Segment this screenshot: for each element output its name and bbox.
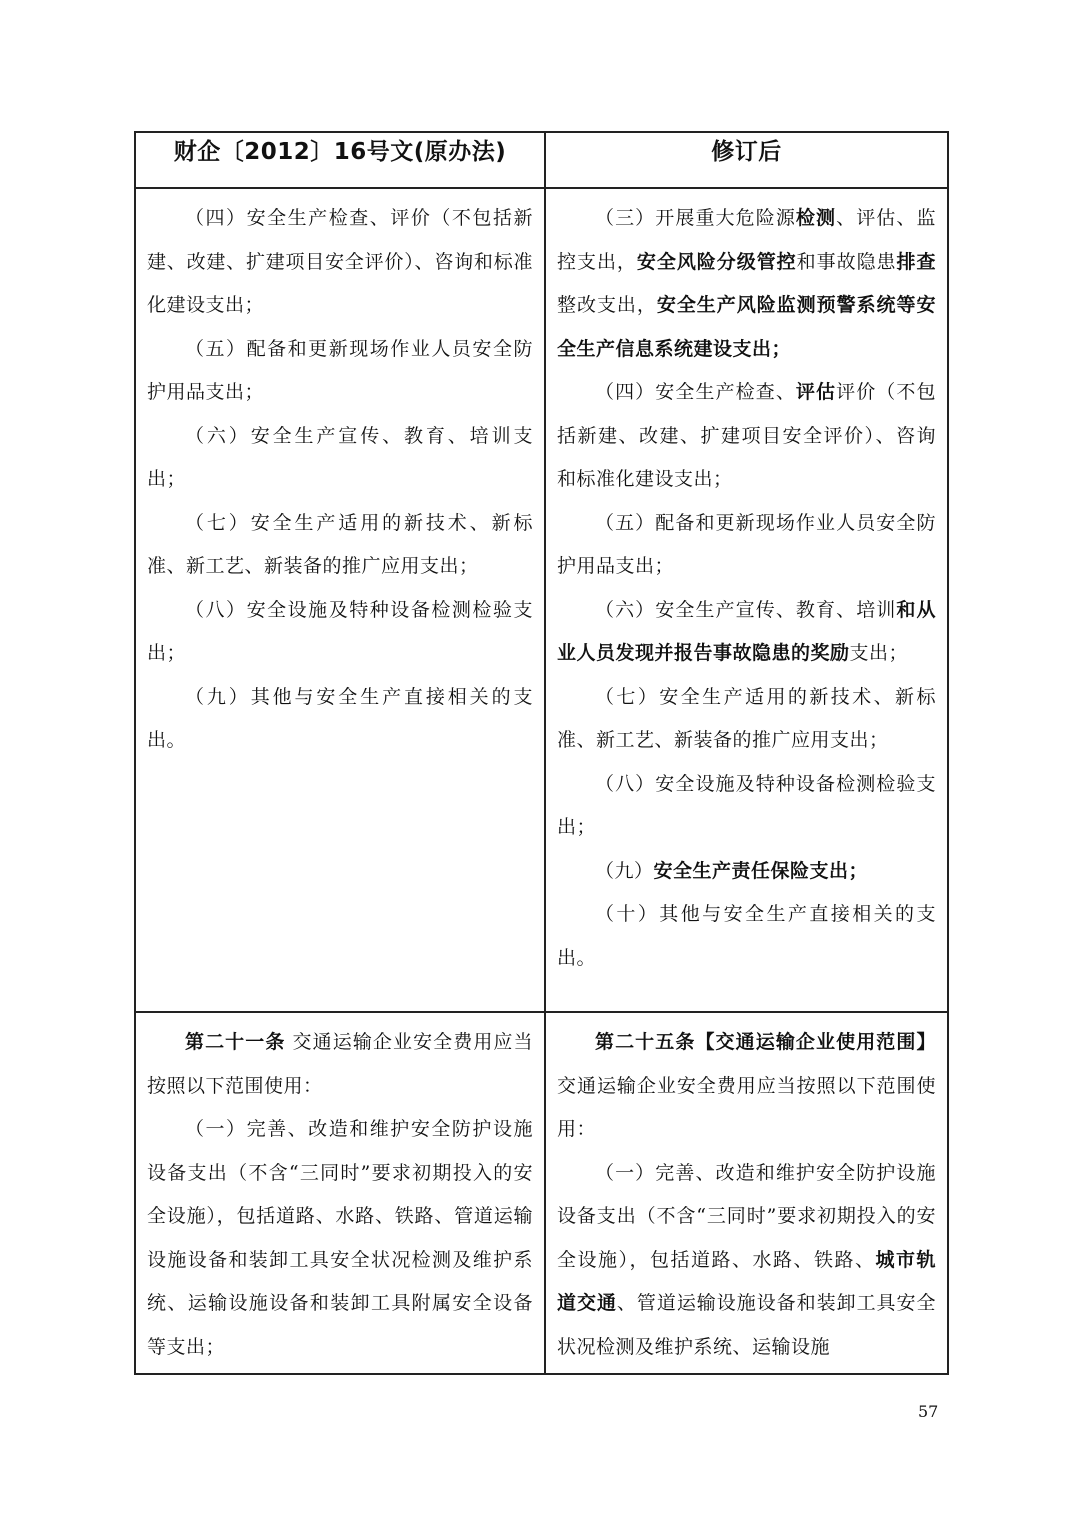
highlight-text: 安全生产风险监测预警系统等安全生产信息系统建设支出； [557, 294, 936, 360]
text: 、评估、监控支出， [557, 207, 936, 273]
paragraph: （七）安全生产适用的新技术、新标准、新工艺、新装备的推广应用支出； [557, 685, 936, 751]
highlight-text: 城市轨道交通 [557, 1248, 936, 1314]
paragraph [557, 371, 936, 502]
highlight-text: 和从业人员发现并报告事故隐患的奖励 [557, 598, 936, 664]
highlight-text: 安全生产责任保险支出； [653, 859, 869, 882]
paragraph [557, 850, 936, 894]
paragraph [557, 1152, 936, 1370]
text: （一）完善、改造和维护安全防护设施设备支出（不含“三同时”要求初期投入的安全设施），包括道路、水路、铁路、 [557, 1161, 936, 1271]
highlight-text: 安全风险分级管控 [636, 250, 797, 273]
text: 评价（不包括新建、改建、扩建项目安全评价）、咨询和标准化建设支出； [557, 381, 936, 490]
paragraph: （九）其他与安全生产直接相关的支出。 [147, 685, 533, 751]
row1-original-cell [135, 188, 545, 1012]
paragraph [557, 589, 936, 676]
text: 支出； [849, 642, 909, 664]
text: 、管道运输设施设备和装卸工具安全状况检测及维护系统、运输设施 [557, 1292, 936, 1358]
text: 交通运输企业安全费用应当按照以下范围使用： [557, 1074, 936, 1140]
paragraph: （八）安全设施及特种设备检测检验支出； [147, 598, 533, 664]
paragraph: （十）其他与安全生产直接相关的支出。 [557, 903, 936, 969]
row1-revised-cell [545, 188, 948, 1012]
article-number: 第二十五条【交通运输企业使用范围】 [595, 1031, 936, 1053]
text: 和事故隐患 [796, 250, 897, 273]
highlight-text: 检测 [795, 207, 837, 229]
header-revised: 修订后 [545, 132, 948, 188]
text: 交通运输企业安全费用应当按照以下范围使用： [147, 1031, 533, 1097]
paragraph: （五）配备和更新现场作业人员安全防护用品支出； [147, 337, 533, 403]
paragraph: （八）安全设施及特种设备检测检验支出； [557, 772, 936, 838]
paragraph: （七）安全生产适用的新技术、新标准、新工艺、新装备的推广应用支出； [147, 511, 533, 577]
page-number: 57 [918, 1402, 939, 1421]
text: （六）安全生产宣传、教育、培训 [595, 598, 897, 621]
paragraph: （五）配备和更新现场作业人员安全防护用品支出； [557, 511, 936, 577]
header-original: 财企〔2012〕16号文(原办法) [135, 132, 545, 188]
row2-revised-cell [545, 1012, 948, 1374]
comparison-table [134, 131, 949, 1375]
paragraph: （六）安全生产宣传、教育、培训支出； [147, 424, 533, 490]
text: （九） [595, 859, 654, 882]
paragraph: （一）完善、改造和维护安全防护设施设备支出（不含“三同时”要求初期投入的安全设施），包括道路、水路、铁路、管道运输设施设备和装卸工具安全状况检测及维护系统、运输设施设备和装卸工具附属安全设备等支出； [147, 1118, 533, 1358]
paragraph: （四）安全生产检查、评价（不包括新建、改建、扩建项目安全评价）、咨询和标准化建设支出； [147, 207, 533, 316]
paragraph [557, 197, 936, 371]
text: （四）安全生产检查、 [595, 381, 796, 403]
paragraph [557, 1021, 936, 1152]
text: （三）开展重大危险源 [595, 207, 796, 229]
paragraph [147, 1021, 533, 1108]
article-number: 第二十一条 [185, 1031, 286, 1053]
highlight-text: 排查 [896, 250, 936, 273]
row2-original-cell [135, 1012, 545, 1374]
text: 整改支出， [557, 294, 657, 316]
highlight-text: 评估 [795, 381, 837, 403]
